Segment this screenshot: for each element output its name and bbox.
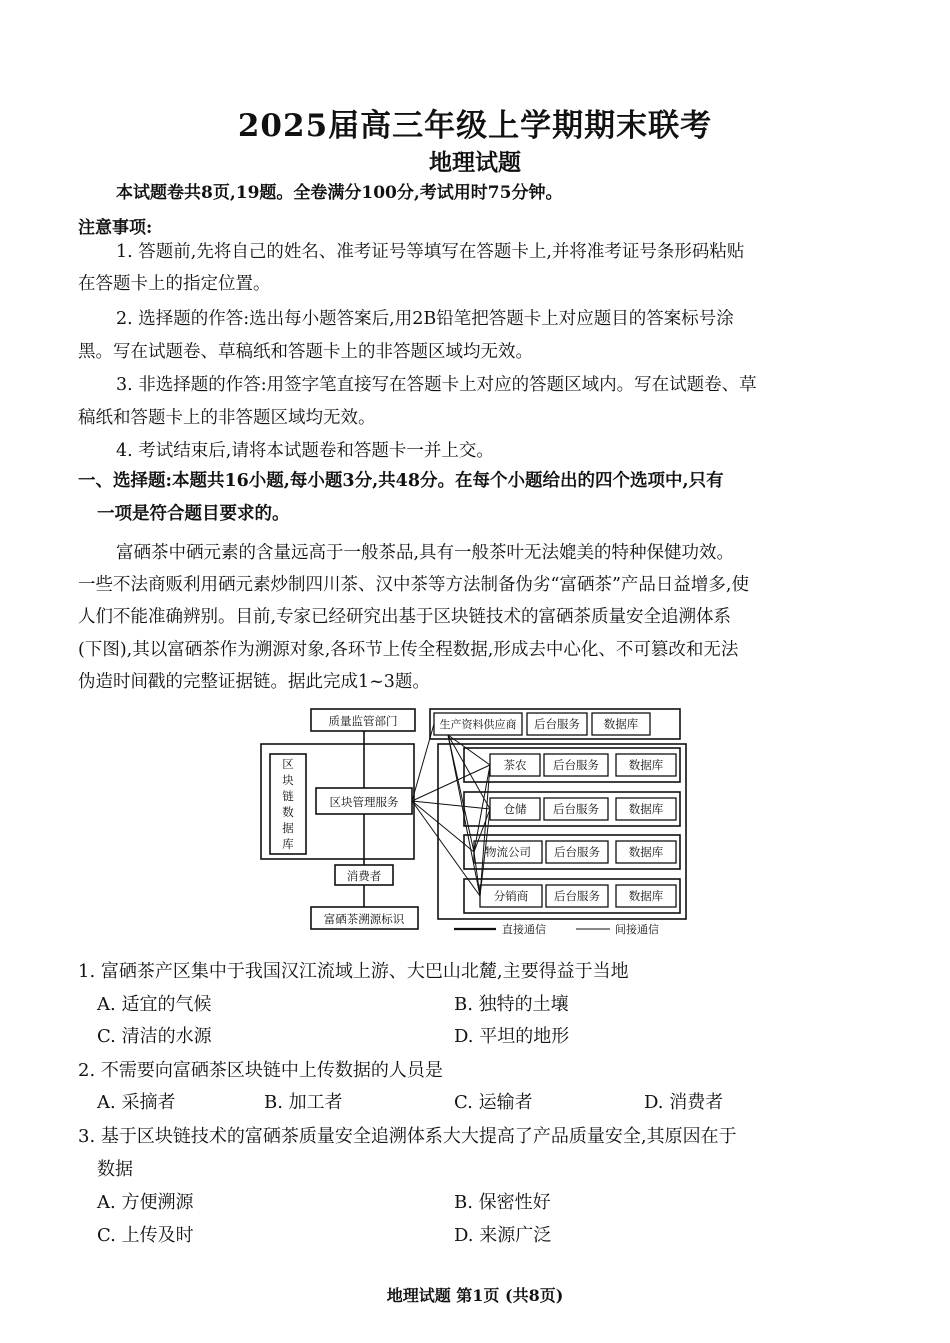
page-footer: 地理试题 第1页 (共8页) (386, 1286, 564, 1305)
row-logistics-db-label: 数据库 (628, 845, 664, 859)
row-farmer-db-label: 数据库 (628, 758, 664, 772)
blockchain-trace-diagram (258, 704, 694, 944)
manager-label: 区块管理服务 (329, 795, 399, 809)
question-1-stem: 1. 富硒茶产区集中于我国汉江流域上游、大巴山北麓,主要得益于当地 (78, 961, 629, 982)
db-char-3: 链 (282, 789, 294, 803)
row-supplier-service-label: 后台服务 (534, 717, 580, 731)
section-heading-line1: 一、选择题:本题共16小题,每小题3分,共48分。在每个小题给出的四个选项中,只有 (78, 471, 724, 491)
question-3-stem: 3. 基于区块链技术的富硒茶质量安全追溯体系大大提高了产品质量安全,其原因在于 (78, 1126, 737, 1147)
supervisor-label: 质量监管部门 (328, 714, 398, 728)
notice-item-4-line1: 4. 考试结束后,请将本试题卷和答题卡一并上交。 (116, 441, 494, 461)
db-char-5: 据 (282, 821, 294, 835)
question-1-option-d: D. 平坦的地形 (454, 1026, 570, 1047)
question-3-option-a: A. 方便溯源 (97, 1192, 194, 1213)
row-distributor-service-label: 后台服务 (554, 889, 600, 903)
notice-item-2-line2: 黑。写在试题卷、草稿纸和答题卡上的非答题区域均无效。 (78, 342, 533, 362)
row-storage-actor-label: 仓储 (503, 802, 527, 816)
question-2-option-a: A. 采摘者 (97, 1092, 176, 1113)
question-2-option-d: D. 消费者 (644, 1092, 724, 1113)
question-1-option-b: B. 独特的土壤 (454, 994, 569, 1015)
question-2-stem: 2. 不需要向富硒茶区块链中上传数据的人员是 (78, 1060, 443, 1081)
subject-title: 地理试题 (429, 149, 521, 176)
db-char-1: 区 (282, 757, 294, 771)
db-char-2: 块 (282, 773, 294, 787)
row-logistics-actor-label: 物流公司 (485, 845, 531, 859)
exam-title: 2025届高三年级上学期期末联考 (237, 108, 713, 144)
db-char-4: 数 (282, 805, 294, 819)
passage-line-2: 一些不法商贩利用硒元素炒制四川茶、汉中茶等方法制备伪劣“富硒茶”产品日益增多,使 (78, 575, 749, 595)
row-logistics-service-label: 后台服务 (554, 845, 600, 859)
row-distributor-actor-label: 分销商 (493, 889, 529, 903)
legend-indirect: 间接通信 (615, 923, 659, 936)
row-storage-service-label: 后台服务 (553, 802, 599, 816)
question-3-stem-cont: 数据 (97, 1159, 133, 1180)
question-3-option-d: D. 来源广泛 (454, 1225, 552, 1246)
notice-item-2-line1: 2. 选择题的作答:选出每小题答案后,用2B铅笔把答题卡上对应题目的答案标号涂 (116, 309, 734, 329)
passage-line-3: 人们不能准确辨别。目前,专家已经研究出基于区块链技术的富硒茶质量安全追溯体系 (78, 607, 732, 627)
notice-item-3-line1: 3. 非选择题的作答:用签字笔直接写在答题卡上对应的答题区域内。写在试题卷、草 (116, 375, 757, 395)
row-farmer-service-label: 后台服务 (553, 758, 599, 772)
notice-heading: 注意事项: (78, 218, 153, 238)
trace-label: 富硒茶溯源标识 (323, 912, 405, 926)
question-2-option-c: C. 运输者 (454, 1092, 533, 1113)
row-supplier-db-label: 数据库 (603, 717, 639, 731)
question-2-option-b: B. 加工者 (264, 1092, 343, 1113)
question-1-option-a: A. 适宜的气候 (97, 994, 212, 1015)
consumer-label: 消费者 (346, 869, 382, 883)
notice-item-3-line2: 稿纸和答题卡上的非答题区域均无效。 (78, 408, 376, 428)
notice-item-1-line1: 1. 答题前,先将自己的姓名、准考证号等填写在答题卡上,并将准考证号条形码粘贴 (116, 242, 745, 262)
passage-line-5: 伪造时间戳的完整证据链。据此完成1~3题。 (78, 672, 430, 692)
db-char-6: 库 (282, 837, 294, 851)
row-distributor-db-label: 数据库 (628, 889, 664, 903)
question-3-option-b: B. 保密性好 (454, 1192, 551, 1213)
exam-info: 本试题卷共8页,19题。全卷满分100分,考试用时75分钟。 (116, 183, 563, 203)
row-storage-db-label: 数据库 (628, 802, 664, 816)
section-heading-line2: 一项是符合题目要求的。 (97, 504, 290, 524)
passage-line-1: 富硒茶中硒元素的含量远高于一般茶品,具有一般茶叶无法媲美的特种保健功效。 (116, 543, 735, 563)
question-1-option-c: C. 清洁的水源 (97, 1026, 212, 1047)
notice-item-1-line2: 在答题卡上的指定位置。 (78, 274, 271, 294)
passage-line-4: (下图),其以富硒茶作为溯源对象,各环节上传全程数据,形成去中心化、不可篡改和无法 (78, 640, 739, 660)
legend-direct: 直接通信 (502, 923, 546, 936)
row-farmer-actor-label: 茶农 (503, 758, 527, 772)
question-3-option-c: C. 上传及时 (97, 1225, 194, 1246)
row-supplier-actor-label: 生产资料供应商 (439, 718, 517, 731)
